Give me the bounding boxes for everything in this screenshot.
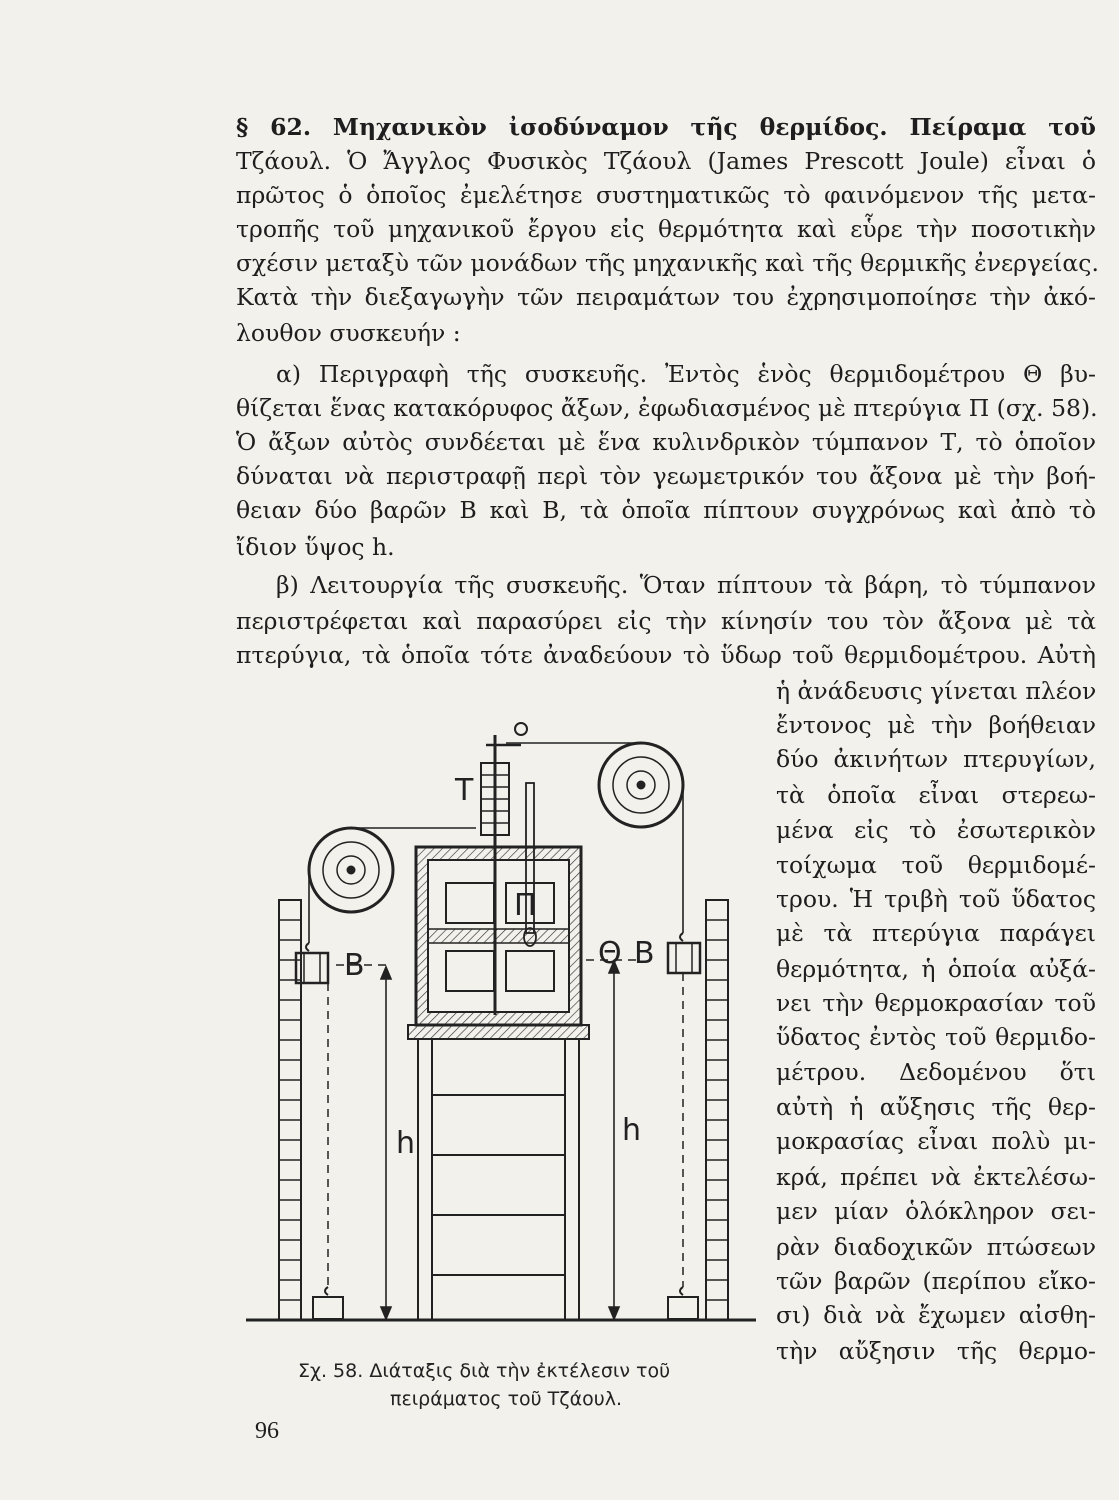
label-calorimeter: Θ [598, 936, 622, 971]
right-column-line: κρά, πρέπει νὰ ἐκτελέσω- [776, 1163, 1096, 1191]
right-column-line: σι) διὰ νὰ ἔχωμεν αἰσθη- [776, 1301, 1096, 1329]
body-line: λουθον συσκευήν : [236, 319, 461, 347]
weight-right [668, 933, 700, 973]
label-height-left: h [396, 1126, 416, 1161]
body-line: Κατὰ τὴν διεξαγωγὴν τῶν πειραμάτων του ἐχρησιμοποίησε τὴν ἀκό- [236, 283, 1096, 311]
right-column-line: ὕδατος ἐντὸς τοῦ θερμιδο- [776, 1023, 1096, 1051]
subsection-b-line: β) Λειτουργία τῆς συσκευῆς. Ὅταν πίπτουν τὰ βάρη, τὸ τύμπανον [276, 571, 1096, 599]
label-drum: T [455, 773, 474, 808]
subsection-a-line: α) Περιγραφὴ τῆς συσκευῆς. Ἐντὸς ἑνὸς θερμιδομέτρου Θ βυ- [276, 360, 1096, 388]
right-column-line: τὰ ὁποῖα εἶναι στερεω- [776, 781, 1096, 809]
right-column-line: μένα εἰς τὸ ἐσωτερικὸν [776, 816, 1096, 844]
right-column-line: τὴν αὔξησιν τῆς θερμο- [776, 1337, 1096, 1365]
right-column-line: μὲ τὰ πτερύγια παράγει [776, 919, 1096, 947]
body-line: ἴδιον ὕψος h. [236, 533, 395, 561]
page-number: 96 [255, 1418, 279, 1444]
weight-left-bottom [313, 1287, 343, 1319]
figure-caption: Σχ. 58. Διάταξις διὰ τὴν ἐκτέλεσιν τοῦ [298, 1360, 671, 1382]
left-scale [279, 900, 301, 1320]
calorimeter [416, 847, 581, 1025]
right-column-line: ρὰν διαδοχικῶν πτώσεων [776, 1233, 1096, 1261]
figure-caption: πειράματος τοῦ Τζάουλ. [390, 1388, 623, 1410]
left-pulley [309, 828, 393, 912]
right-column-line: μοκρασίας εἶναι πολὺ μι- [776, 1127, 1096, 1155]
weight-right-bottom [668, 1287, 698, 1319]
label-weight-left: B [344, 948, 365, 983]
joule-apparatus-figure [236, 715, 766, 1350]
body-line: Τζάουλ. Ὁ Ἄγγλος Φυσικὸς Τζάουλ (James Prescott Joule) εἶναι ὁ [236, 147, 1096, 175]
body-line: πτερύγια, τὰ ὁποῖα τότε ἀναδεύουν τὸ ὕδωρ τοῦ θερμιδομέτρου. Αὐτὴ [236, 641, 1096, 669]
table [408, 1025, 589, 1320]
right-column-line: αὐτὴ ἡ αὔξησις τῆς θερ- [776, 1093, 1096, 1121]
label-height-right: h [622, 1113, 642, 1148]
label-weight-right: B [634, 936, 655, 971]
right-column-line: τοίχωμα τοῦ θερμιδομέ- [776, 851, 1096, 879]
body-line: θειαν δύο βαρῶν Β καὶ Β, τὰ ὁποῖα πίπτουν συγχρόνως καὶ ἀπὸ τὸ [236, 496, 1096, 524]
right-column-line: θερμότητα, ἡ ὁποία αὐξά- [776, 955, 1096, 983]
right-column-line: δύο ἀκινήτων πτερυγίων, [776, 745, 1096, 773]
body-line: περιστρέφεται καὶ παρασύρει εἰς τὴν κίνησίν του τὸν ἄξονα μὲ τὰ [236, 607, 1096, 635]
body-line: δύναται νὰ περιστραφῇ περὶ τὸν γεωμετρικόν του ἄξονα μὲ τὴν βοή- [236, 462, 1096, 490]
right-column-line: τῶν βαρῶν (περίπου εἴκο- [776, 1267, 1096, 1295]
right-column-line: ἡ ἀνάδευσις γίνεται πλέον [776, 677, 1097, 705]
right-column-line: μέτρου. Δεδομένου ὅτι [776, 1058, 1096, 1086]
section-heading: § 62. Μηχανικὸν ἰσοδύναμον τῆς θερμίδος. Πείραμα τοῦ [236, 113, 1096, 141]
body-line: πρῶτος ὁ ὁποῖος ἐμελέτησε συστηματικῶς τὸ φαινόμενον τῆς μετα- [236, 181, 1096, 209]
right-column-line: τρου. Ἡ τριβὴ τοῦ ὕδατος [776, 885, 1096, 913]
body-line: Ὁ ἄξων αὐτὸς συνδέεται μὲ ἕνα κυλινδρικὸν τύμπανον Τ, τὸ ὁποῖον [236, 428, 1096, 456]
label-paddles: Π [514, 888, 537, 923]
right-pulley [599, 743, 683, 827]
right-column-line: μεν μίαν ὁλόκληρον σει- [776, 1197, 1096, 1225]
right-column-line: ἔντονος μὲ τὴν βοήθειαν [776, 711, 1096, 739]
body-line: τροπῆς τοῦ μηχανικοῦ ἔργου εἰς θερμότητα καὶ εὗρε τὴν ποσοτικὴν [236, 215, 1096, 243]
body-line: θίζεται ἕνας κατακόρυφος ἄξων, ἐφωδιασμένος μὲ πτερύγια Π (σχ. 58). [236, 394, 1098, 422]
right-column-line: νει τὴν θερμοκρασίαν τοῦ [776, 989, 1096, 1017]
body-line: σχέσιν μεταξὺ τῶν μονάδων τῆς μηχανικῆς καὶ τῆς θερμικῆς ἐνεργείας. [236, 249, 1099, 277]
right-scale [706, 900, 728, 1320]
